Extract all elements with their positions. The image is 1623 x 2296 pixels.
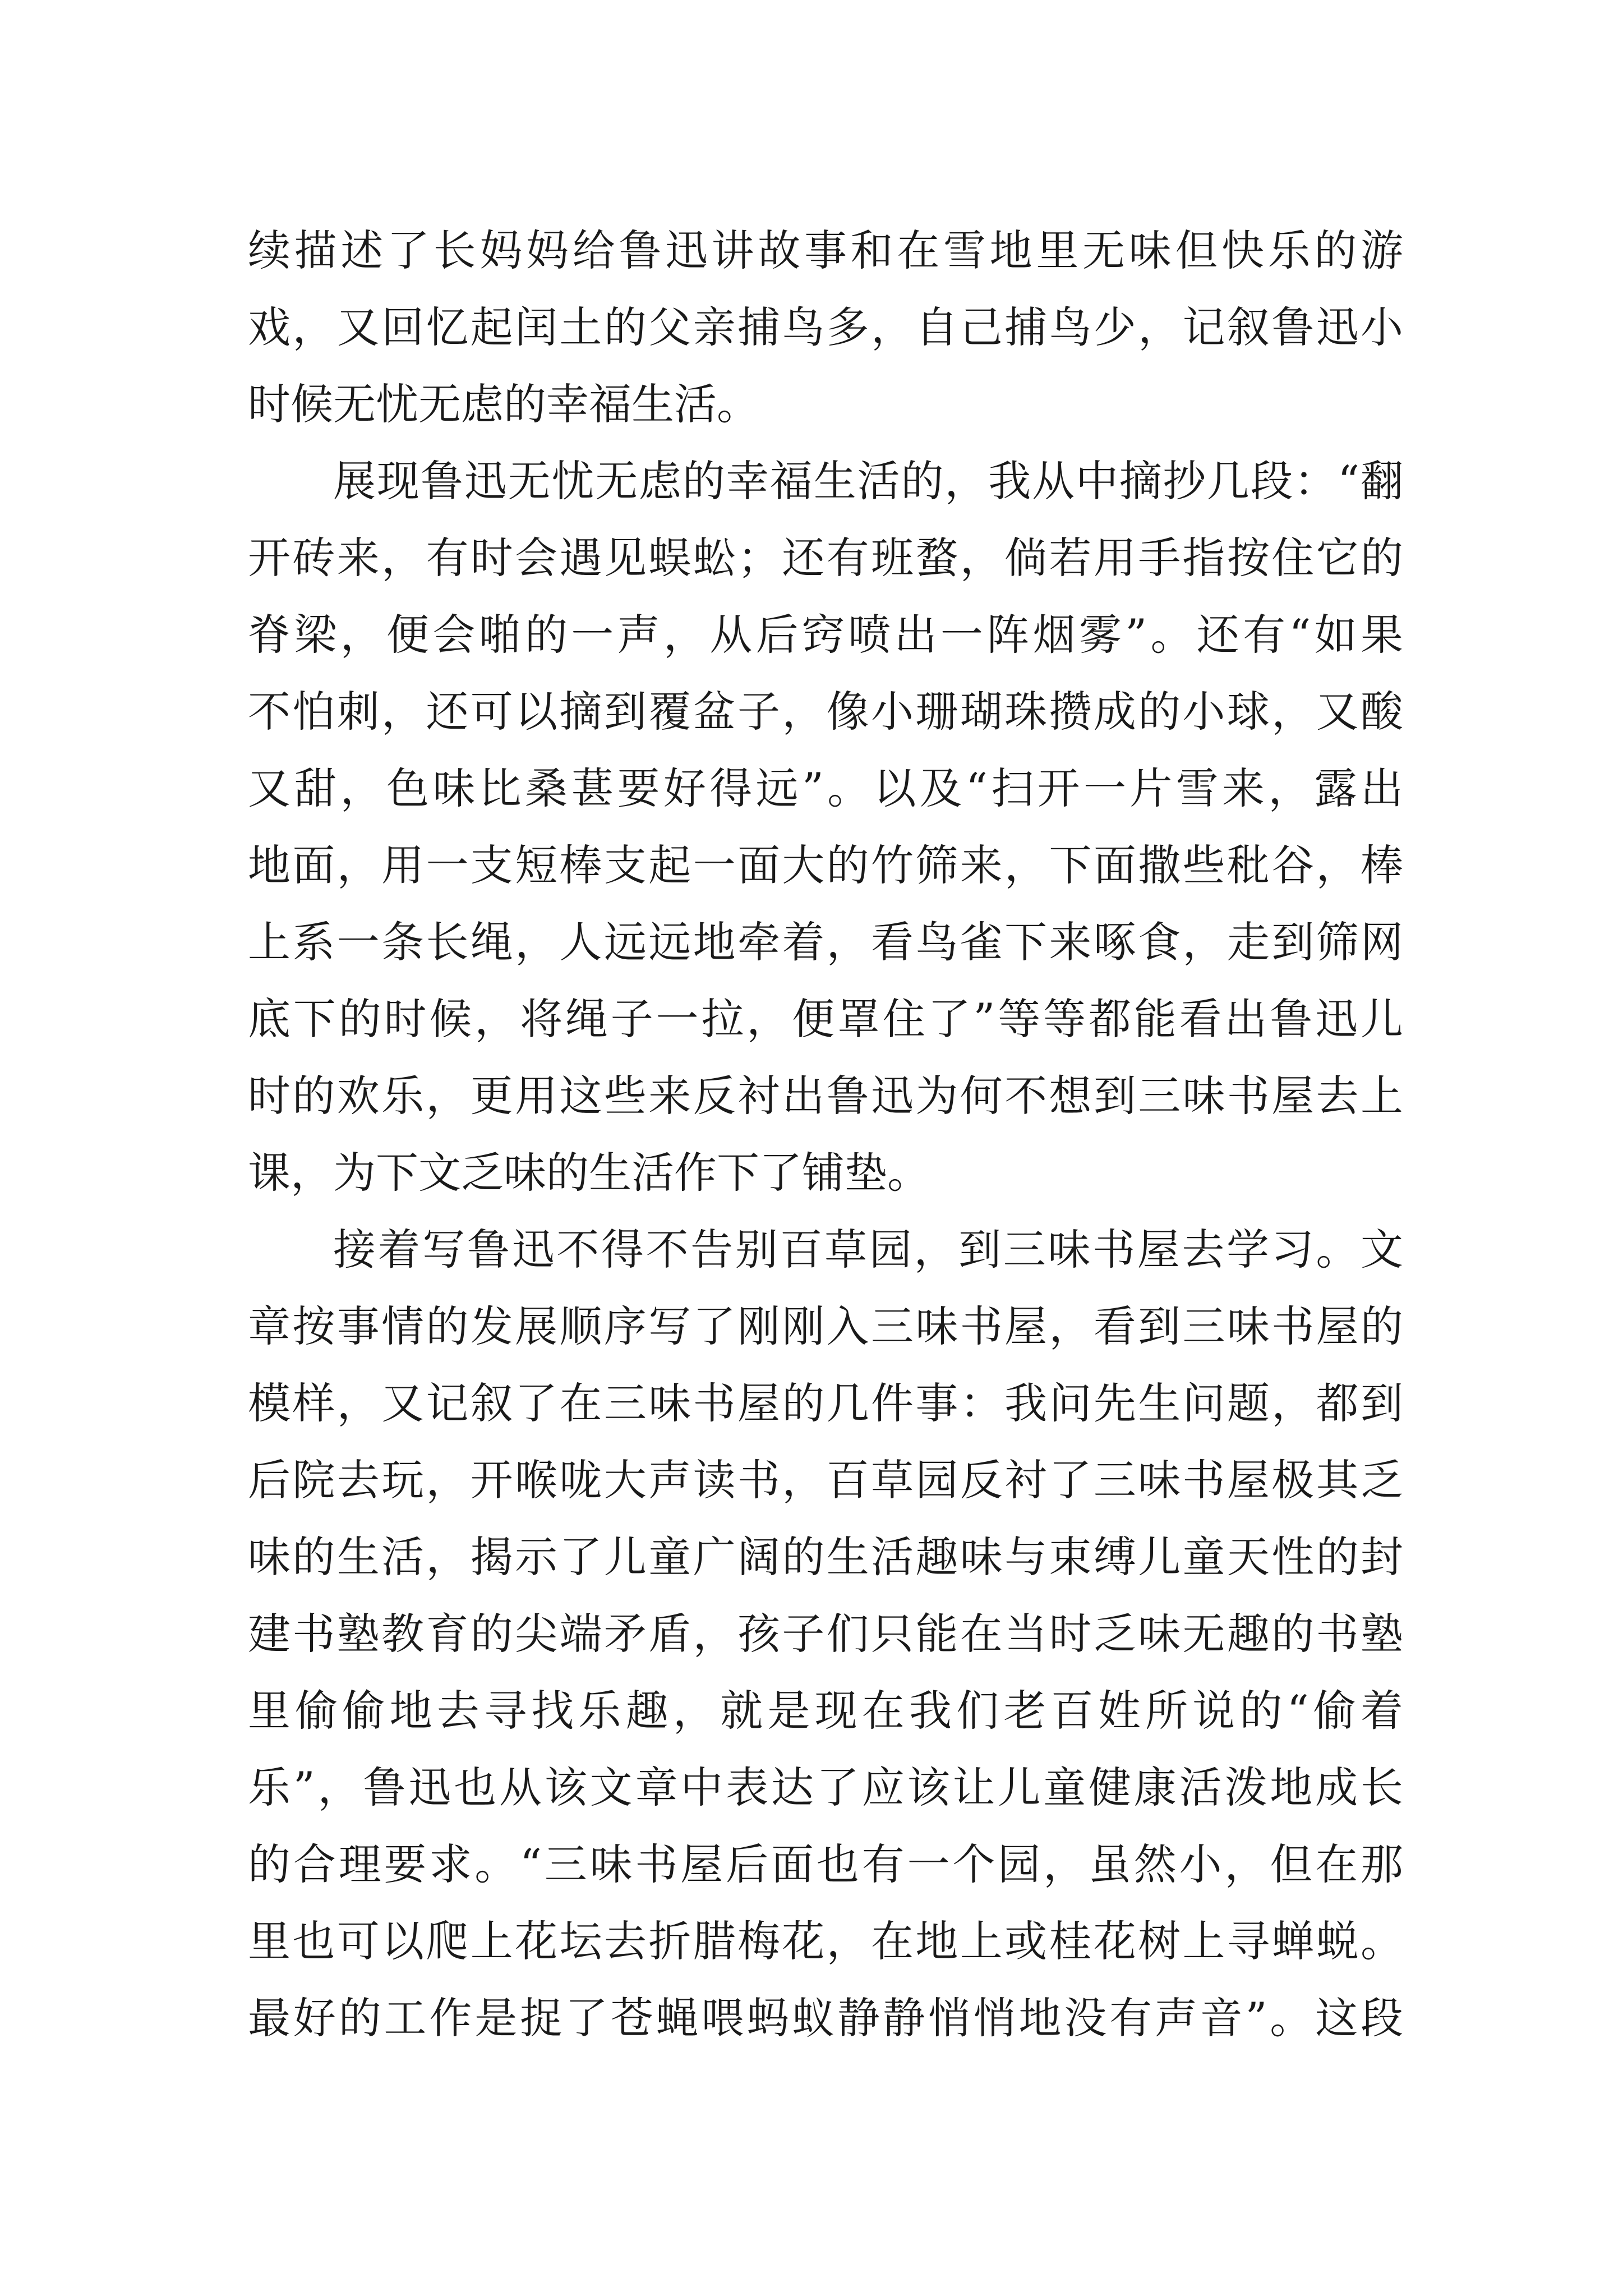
text-line: 不怕刺，还可以摘到覆盆子，像小珊瑚珠攒成的小球，又酸 (248, 687, 1403, 737)
text-line: 开砖来，有时会遇见蜈蚣；还有班蝥，倘若用手指按住它的 (248, 533, 1403, 583)
text-line: 的合理要求。“三味书屋后面也有一个园，虽然小，但在那 (248, 1839, 1403, 1889)
text-line: 续描述了长妈妈给鲁迅讲故事和在雪地里无味但快乐的游 (248, 226, 1403, 275)
text-line: 味的生活，揭示了儿童广阔的生活趣味与束缚儿童天性的封 (248, 1532, 1403, 1582)
text-line: 里也可以爬上花坛去折腊梅花，在地上或桂花树上寻蝉蜕。 (248, 1916, 1403, 1966)
text-line: 建书塾教育的尖端矛盾，孩子们只能在当时乏味无趣的书塾 (248, 1609, 1403, 1659)
text-line: 脊梁，便会啪的一声，从后窍喷出一阵烟雾”。还有“如果 (248, 610, 1403, 660)
paragraph-start-line: 展现鲁迅无忧无虑的幸福生活的，我从中摘抄几段：“翻 (333, 456, 1403, 506)
text-line: 底下的时候，将绳子一拉，便罩住了”等等都能看出鲁迅儿 (248, 994, 1403, 1044)
text-line: 章按事情的发展顺序写了刚刚入三味书屋，看到三味书屋的 (248, 1301, 1403, 1351)
body-text (248, 212, 1403, 2056)
text-line: 里偷偷地去寻找乐趣，就是现在我们老百姓所说的“偷着 (248, 1686, 1403, 1736)
text-line: 时的欢乐，更用这些来反衬出鲁迅为何不想到三味书屋去上 (248, 1071, 1403, 1121)
text-line: 地面，用一支短棒支起一面大的竹筛来，下面撒些秕谷，棒 (248, 840, 1403, 890)
text-line: 课，为下文乏味的生活作下了铺垫。 (248, 1148, 930, 1198)
text-line: 后院去玩，开喉咙大声读书，百草园反衬了三味书屋极其乏 (248, 1455, 1403, 1505)
text-line: 戏，又回忆起闰土的父亲捕鸟多，自己捕鸟少，记叙鲁迅小 (248, 302, 1403, 352)
text-line: 时候无忧无虑的幸福生活。 (248, 379, 759, 429)
paragraph-start-line: 接着写鲁迅不得不告别百草园，到三味书屋去学习。文 (333, 1225, 1403, 1274)
text-line: 上系一条长绳，人远远地牵着，看鸟雀下来啄食，走到筛网 (248, 917, 1403, 967)
text-line: 模样，又记叙了在三味书屋的几件事：我问先生问题，都到 (248, 1378, 1403, 1428)
text-line: 又甜，色味比桑葚要好得远”。以及“扫开一片雪来，露出 (248, 763, 1403, 813)
text-line: 最好的工作是捉了苍蝇喂蚂蚁静静悄悄地没有声音”。这段 (248, 1993, 1403, 2043)
text-line: 乐”，鲁迅也从该文章中表达了应该让儿童健康活泼地成长 (248, 1763, 1403, 1812)
